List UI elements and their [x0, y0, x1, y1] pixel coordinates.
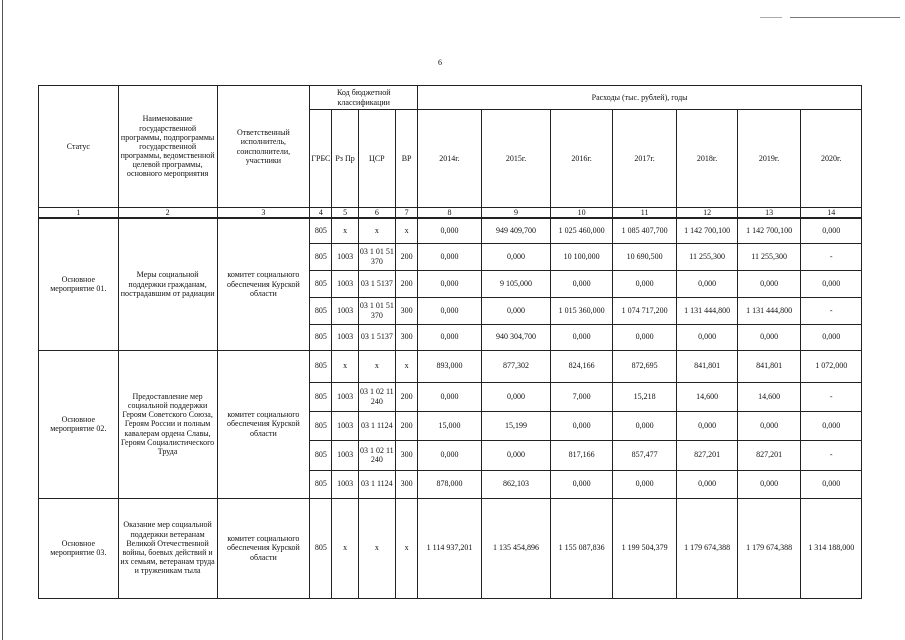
header-year: 2017г.: [612, 110, 677, 208]
amount-cell: 0,000: [612, 270, 677, 297]
amount-cell: 1 025 460,000: [551, 218, 613, 243]
grbs-cell: 805: [310, 411, 332, 440]
amount-cell: 0,000: [737, 324, 801, 350]
amount-cell: 0,000: [551, 324, 613, 350]
header-grbs: ГРБС: [310, 110, 332, 208]
amount-cell: 0,000: [737, 411, 801, 440]
amount-cell: 0,000: [677, 270, 738, 297]
csr-cell: 03 1 01 51370: [358, 243, 395, 270]
vr-cell: 200: [395, 243, 417, 270]
column-number: 9: [481, 208, 551, 219]
grbs-cell: 805: [310, 270, 332, 297]
vr-cell: 300: [395, 297, 417, 324]
column-number: 7: [395, 208, 417, 219]
amount-cell: 1 142 700,100: [737, 218, 801, 243]
amount-cell: 0,000: [801, 470, 862, 498]
amount-cell: 0,000: [418, 324, 482, 350]
column-number: 3: [217, 208, 310, 219]
amount-cell: 857,477: [612, 440, 677, 470]
rzpr-cell: 1003: [332, 382, 358, 411]
header-year: 2018г.: [677, 110, 738, 208]
name-cell: Оказание мер социальной поддержки ветеранам Великой Отечественной войны, боевых действий и их семьям, ветеранам труда и труженикам тыла: [118, 498, 217, 598]
csr-cell: х: [358, 498, 395, 598]
amount-cell: 0,000: [801, 218, 862, 243]
header-row-1: [39, 86, 862, 110]
amount-cell: -: [801, 382, 862, 411]
csr-cell: х: [358, 218, 395, 243]
amount-cell: 1 155 087,836: [551, 498, 613, 598]
amount-cell: 0,000: [418, 243, 482, 270]
header-year: 2020г.: [801, 110, 862, 208]
rzpr-cell: х: [332, 218, 358, 243]
amount-cell: 10 690,500: [612, 243, 677, 270]
rzpr-cell: 1003: [332, 297, 358, 324]
executor-cell: комитет социального обеспечения Курской области: [217, 498, 310, 598]
amount-cell: 9 105,000: [481, 270, 551, 297]
csr-cell: 03 1 02 11240: [358, 382, 395, 411]
grbs-cell: 805: [310, 470, 332, 498]
header-year: 2016г.: [551, 110, 613, 208]
vr-cell: 200: [395, 382, 417, 411]
vr-cell: х: [395, 350, 417, 382]
grbs-cell: 805: [310, 498, 332, 598]
column-number: 8: [418, 208, 482, 219]
amount-cell: 0,000: [612, 411, 677, 440]
amount-cell: 1 074 717,200: [612, 297, 677, 324]
amount-cell: 0,000: [551, 270, 613, 297]
budget-table: [38, 85, 862, 599]
grbs-cell: 805: [310, 350, 332, 382]
rzpr-cell: х: [332, 350, 358, 382]
amount-cell: 0,000: [612, 324, 677, 350]
amount-cell: -: [801, 440, 862, 470]
vr-cell: х: [395, 218, 417, 243]
grbs-cell: 805: [310, 440, 332, 470]
vr-cell: 300: [395, 470, 417, 498]
rzpr-cell: 1003: [332, 243, 358, 270]
vr-cell: 200: [395, 411, 417, 440]
amount-cell: 1 135 454,896: [481, 498, 551, 598]
rzpr-cell: 1003: [332, 440, 358, 470]
rzpr-cell: 1003: [332, 270, 358, 297]
amount-cell: 1 179 674,388: [737, 498, 801, 598]
rzpr-cell: х: [332, 498, 358, 598]
amount-cell: 817,166: [551, 440, 613, 470]
amount-cell: 0,000: [677, 324, 738, 350]
header-rzpr: Рз Пр: [332, 110, 358, 208]
page-number: 6: [438, 58, 442, 67]
amount-cell: 940 304,700: [481, 324, 551, 350]
amount-cell: 0,000: [418, 440, 482, 470]
amount-cell: 0,000: [418, 382, 482, 411]
csr-cell: 03 1 02 11240: [358, 440, 395, 470]
header-year: 2019г.: [737, 110, 801, 208]
column-number: 13: [737, 208, 801, 219]
header-vr: ВР: [395, 110, 417, 208]
header-status: Статус: [39, 86, 119, 208]
amount-cell: 14,600: [677, 382, 738, 411]
name-cell: Меры социальной поддержки гражданам, пострадавшим от радиации: [118, 218, 217, 350]
amount-cell: 1 131 444,800: [677, 297, 738, 324]
grbs-cell: 805: [310, 382, 332, 411]
header-budget-code: Код бюджетной классификации: [310, 86, 418, 110]
amount-cell: 841,801: [737, 350, 801, 382]
amount-cell: 0,000: [801, 411, 862, 440]
amount-cell: 872,695: [612, 350, 677, 382]
amount-cell: 824,166: [551, 350, 613, 382]
amount-cell: 0,000: [481, 382, 551, 411]
rzpr-cell: 1003: [332, 324, 358, 350]
header-csr: ЦСР: [358, 110, 395, 208]
amount-cell: 1 072,000: [801, 350, 862, 382]
amount-cell: 0,000: [551, 411, 613, 440]
header-expenses: Расходы (тыс. рублей), годы: [418, 86, 862, 110]
grbs-cell: 805: [310, 243, 332, 270]
name-cell: Предоставление мер социальной поддержки Героям Советского Союза, Героям России и полным кавалерам ордена Славы, Героям Социалистического Труда: [118, 350, 217, 498]
column-number: 4: [310, 208, 332, 219]
amount-cell: 0,000: [551, 470, 613, 498]
status-cell: Основное мероприятие 03.: [39, 498, 119, 598]
amount-cell: 0,000: [418, 218, 482, 243]
table-row: [39, 350, 862, 382]
csr-cell: 03 1 1124: [358, 411, 395, 440]
amount-cell: 0,000: [481, 440, 551, 470]
grbs-cell: 805: [310, 218, 332, 243]
csr-cell: 03 1 1124: [358, 470, 395, 498]
amount-cell: 14,600: [737, 382, 801, 411]
csr-cell: 03 1 01 51370: [358, 297, 395, 324]
amount-cell: 827,201: [677, 440, 738, 470]
amount-cell: 0,000: [801, 324, 862, 350]
amount-cell: 1 131 444,800: [737, 297, 801, 324]
amount-cell: 0,000: [481, 297, 551, 324]
amount-cell: 1 179 674,388: [677, 498, 738, 598]
amount-cell: 949 409,700: [481, 218, 551, 243]
grbs-cell: 805: [310, 324, 332, 350]
amount-cell: 1 015 360,000: [551, 297, 613, 324]
amount-cell: 15,000: [418, 411, 482, 440]
amount-cell: 0,000: [677, 470, 738, 498]
amount-cell: 0,000: [737, 270, 801, 297]
page-top-line: [790, 17, 900, 18]
executor-cell: комитет социального обеспечения Курской области: [217, 350, 310, 498]
amount-cell: 0,000: [418, 297, 482, 324]
column-number: 12: [677, 208, 738, 219]
amount-cell: 862,103: [481, 470, 551, 498]
amount-cell: 1 085 407,700: [612, 218, 677, 243]
amount-cell: -: [801, 243, 862, 270]
status-cell: Основное мероприятие 01.: [39, 218, 119, 350]
header-name: Наименование государственной программы, подпрограммы государственной программы, ведомственной целевой программы, основного мероприятия: [118, 86, 217, 208]
csr-cell: х: [358, 350, 395, 382]
executor-cell: комитет социального обеспечения Курской области: [217, 218, 310, 350]
amount-cell: 0,000: [481, 243, 551, 270]
vr-cell: 300: [395, 324, 417, 350]
amount-cell: -: [801, 297, 862, 324]
amount-cell: 878,000: [418, 470, 482, 498]
amount-cell: 0,000: [801, 270, 862, 297]
column-number: 6: [358, 208, 395, 219]
rzpr-cell: 1003: [332, 470, 358, 498]
amount-cell: 827,201: [737, 440, 801, 470]
amount-cell: 893,000: [418, 350, 482, 382]
amount-cell: 1 114 937,201: [418, 498, 482, 598]
column-number: 1: [39, 208, 119, 219]
amount-cell: 841,801: [677, 350, 738, 382]
table-row: [39, 218, 862, 243]
column-number: 2: [118, 208, 217, 219]
rzpr-cell: 1003: [332, 411, 358, 440]
amount-cell: 0,000: [677, 411, 738, 440]
amount-cell: 15,218: [612, 382, 677, 411]
column-number: 11: [612, 208, 677, 219]
amount-cell: 10 100,000: [551, 243, 613, 270]
page-top-mark: [760, 17, 782, 18]
table-row: [39, 498, 862, 598]
csr-cell: 03 1 5137: [358, 270, 395, 297]
column-number-row: [39, 208, 862, 219]
header-year: 2014г.: [418, 110, 482, 208]
amount-cell: 7,000: [551, 382, 613, 411]
amount-cell: 877,302: [481, 350, 551, 382]
vr-cell: 200: [395, 270, 417, 297]
csr-cell: 03 1 5137: [358, 324, 395, 350]
amount-cell: 0,000: [737, 470, 801, 498]
amount-cell: 1 142 700,100: [677, 218, 738, 243]
column-number: 5: [332, 208, 358, 219]
amount-cell: 1 314 188,000: [801, 498, 862, 598]
column-number: 14: [801, 208, 862, 219]
grbs-cell: 805: [310, 297, 332, 324]
vr-cell: 300: [395, 440, 417, 470]
amount-cell: 1 199 504,379: [612, 498, 677, 598]
amount-cell: 11 255,300: [677, 243, 738, 270]
amount-cell: 11 255,300: [737, 243, 801, 270]
amount-cell: 0,000: [612, 470, 677, 498]
vr-cell: х: [395, 498, 417, 598]
header-executor: Ответственный исполнитель, соисполнители, участники: [217, 86, 310, 208]
amount-cell: 15,199: [481, 411, 551, 440]
status-cell: Основное мероприятие 02.: [39, 350, 119, 498]
page-left-edge: [2, 0, 3, 640]
header-year: 2015г.: [481, 110, 551, 208]
column-number: 10: [551, 208, 613, 219]
amount-cell: 0,000: [418, 270, 482, 297]
